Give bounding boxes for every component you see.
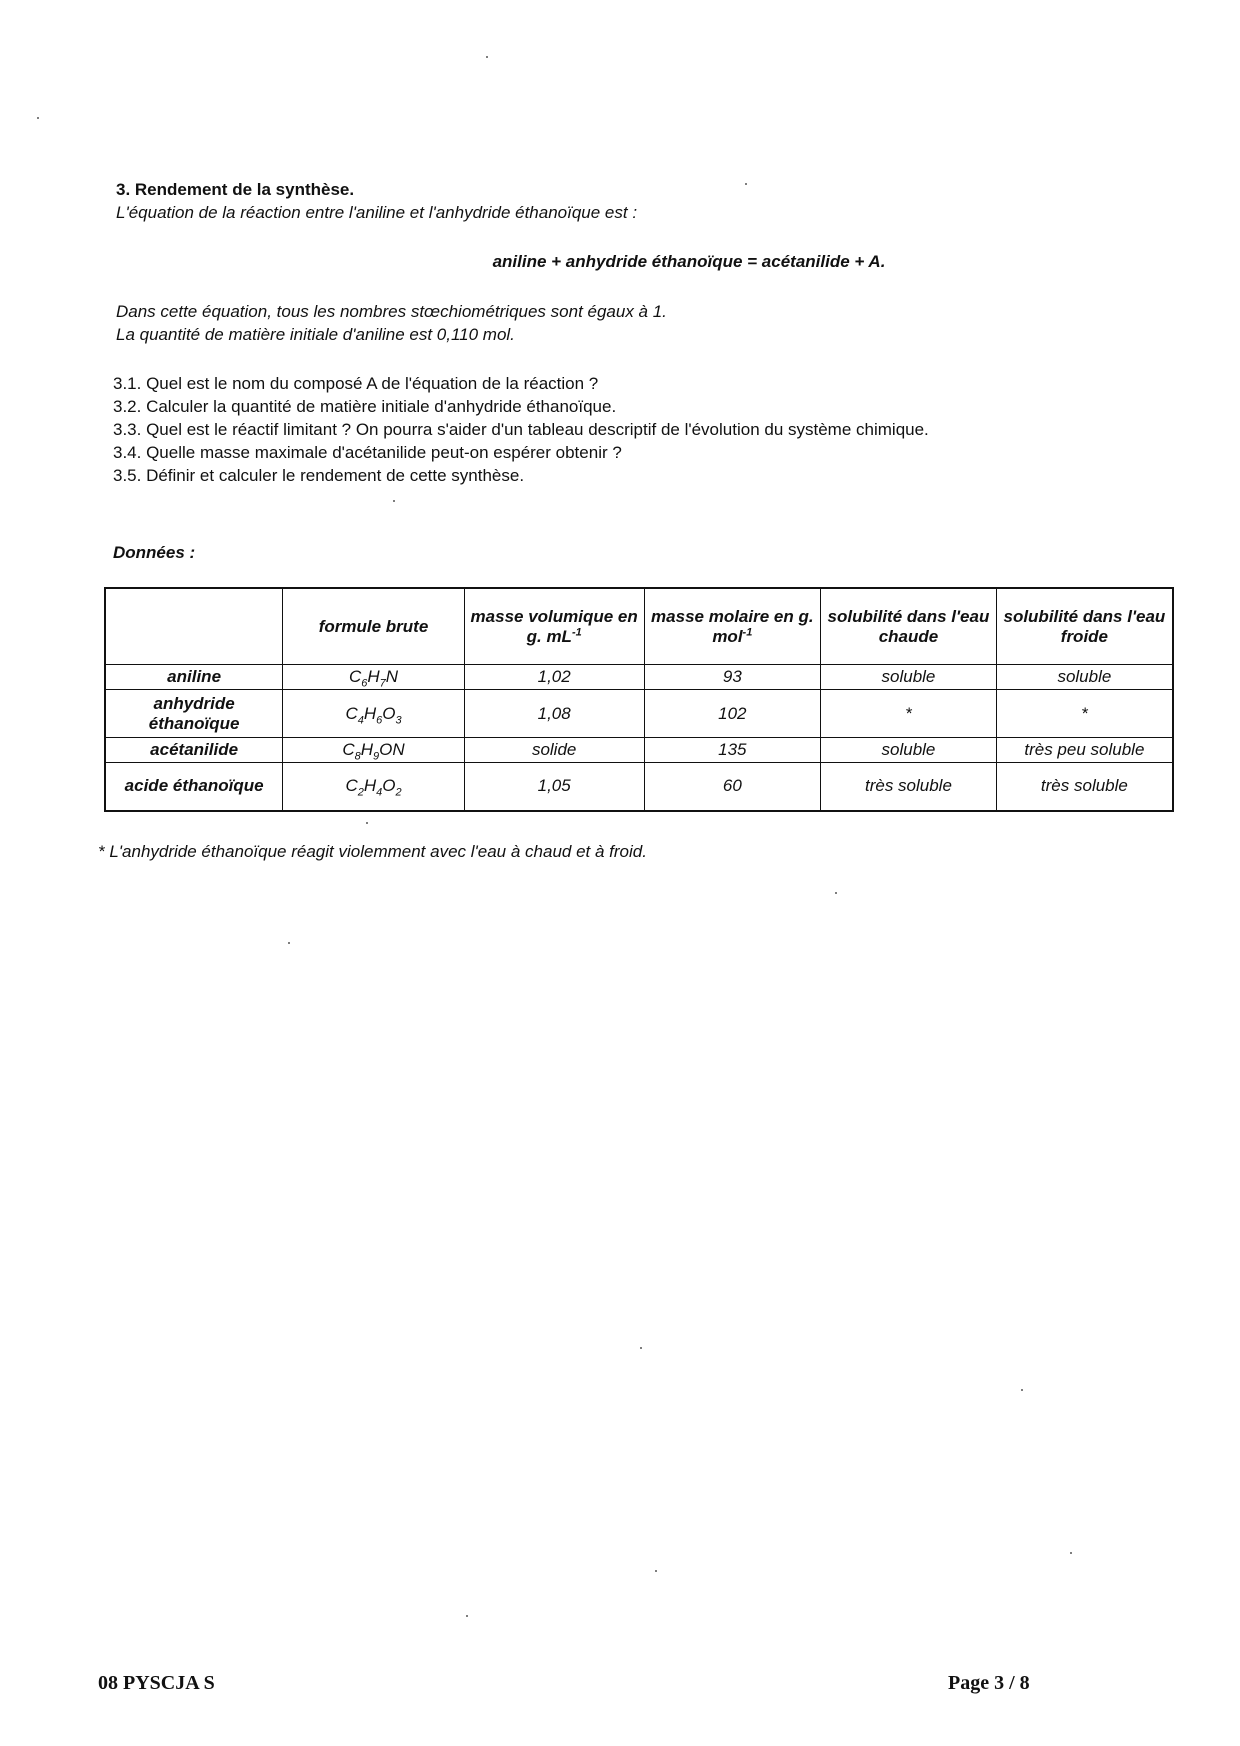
density-value: 1,05 [464,763,644,811]
exam-code: 08 PYSCJA S [98,1672,215,1694]
table-row [105,763,1173,811]
sol-cold-value: très soluble [996,763,1173,811]
header-density [464,588,644,665]
header-empty [105,588,283,665]
density-value: 1,02 [464,665,644,690]
scan-speck [466,1615,468,1617]
question-3-5: 3.5. Définir et calculer le rendement de cette synthèse. [113,466,525,485]
compound-name: anhydride éthanoïque [105,690,283,738]
molar-mass-value: 102 [644,690,821,738]
header-sol-hot: solubilité dans l'eau chaude [821,588,997,665]
footnote: * L'anhydride éthanoïque réagit violemment avec l'eau à chaud et à froid. [98,842,647,861]
molecular-formula: $C_4H_6O_3$ [283,690,465,738]
scan-speck [655,1570,657,1572]
data-label: Données : [113,543,196,562]
scan-speck [366,822,368,824]
header-density-unit: g. mL [526,626,572,646]
header-sol-cold: solubilité dans l'eau froide [996,588,1173,665]
scan-speck [745,183,747,185]
molecular-formula: $C_2H_4O_2$ [283,763,465,811]
compound-name: acide éthanoïque [105,763,283,811]
table-row [105,738,1173,763]
sol-hot-value: soluble [821,665,997,690]
stoichiometry-note: Dans cette équation, tous les nombres stœchiométriques sont égaux à 1. [116,302,667,321]
header-density-label: masse volumique en [470,606,638,626]
molar-mass-value: 60 [644,763,821,811]
question-3-3: 3.3. Quel est le réactif limitant ? On pourra s'aider d'un tableau descriptif de l'évolution du système chimique. [113,420,929,439]
question-3-4: 3.4. Quelle masse maximale d'acétanilide peut-on espérer obtenir ? [113,443,622,462]
header-molar-mass-label: masse molaire en g. mol [651,606,814,646]
question-3-1: 3.1. Quel est le nom du composé A de l'équation de la réaction ? [113,374,599,393]
initial-quantity-note: La quantité de matière initiale d'aniline est 0,110 mol. [116,325,515,344]
header-molar-mass-exp: -1 [742,625,753,638]
table-row [105,690,1173,738]
page-number: Page 3 / 8 [948,1672,1030,1694]
intro-text: L'équation de la réaction entre l'aniline et l'anhydride éthanoïque est : [116,203,638,222]
molecular-formula: $C_6H_7N$ [283,665,465,690]
scan-speck [37,117,39,119]
molar-mass-value: 135 [644,738,821,763]
density-value: 1,08 [464,690,644,738]
sol-cold-value: très peu soluble [996,738,1173,763]
sol-hot-value: soluble [821,738,997,763]
scan-speck [1070,1552,1072,1554]
scan-speck [640,1347,642,1349]
reaction-equation: aniline + anhydride éthanoïque = acétanilide + A. [492,252,886,271]
sol-hot-value: très soluble [821,763,997,811]
sol-hot-value: * [821,690,997,738]
density-value: solide [464,738,644,763]
molecular-formula: $C_8H_9ON$ [283,738,465,763]
question-3-2: 3.2. Calculer la quantité de matière initiale d'anhydride éthanoïque. [113,397,617,416]
scan-speck [393,500,395,502]
scan-speck [486,56,488,58]
header-density-exp: -1 [571,625,582,638]
table-row [105,665,1173,690]
scan-speck [1021,1389,1023,1391]
scan-speck [835,892,837,894]
compound-name: acétanilide [105,738,283,763]
sol-cold-value: * [996,690,1173,738]
section-title: 3. Rendement de la synthèse. [116,180,355,199]
header-formula: formule brute [283,588,465,665]
molar-mass-value: 93 [644,665,821,690]
data-table [104,587,1174,812]
table-header-row [105,588,1173,665]
header-molar-mass [644,588,821,665]
sol-cold-value: soluble [996,665,1173,690]
scan-speck [288,942,290,944]
compound-name: aniline [105,665,283,690]
